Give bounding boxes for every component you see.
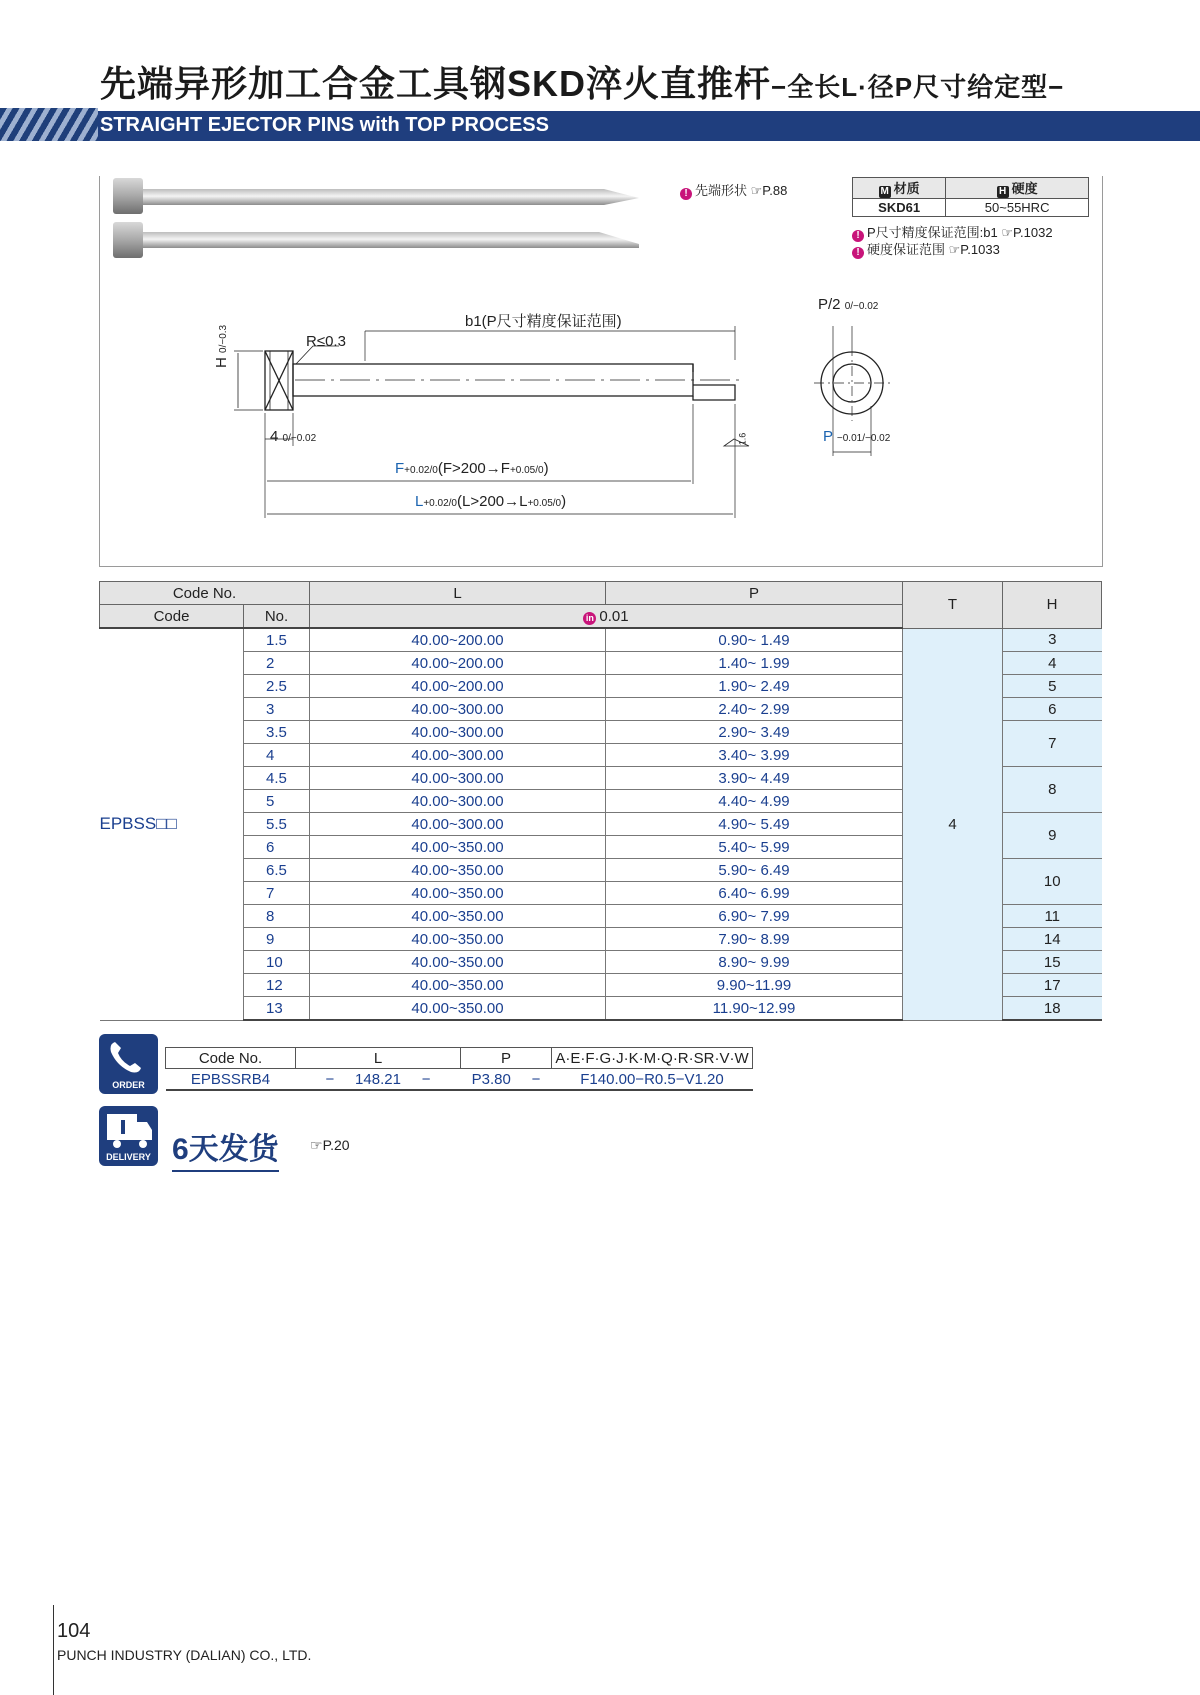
L-cell: 40.00~350.00 [310,951,606,974]
b1-dimension-label: b1(P尺寸精度保证范围) [465,313,622,330]
p-accuracy-ref: P.1032 [1013,225,1053,240]
header-code-no: Code No. [100,582,310,605]
f-tolerance: +0.02/0 [404,465,438,476]
L-cell: 40.00~300.00 [310,790,606,813]
no-cell: 1.5 [244,628,310,652]
pin-photo-1 [113,178,639,214]
english-title-banner [0,108,1200,141]
hardness-value: 50~55HRC [946,199,1089,217]
order-L-value [296,1069,461,1091]
order-P-value [461,1069,552,1091]
tip-shape-note[interactable] [680,180,787,200]
hardness-range-note[interactable] [852,239,1000,259]
P-cell: 7.90~ 8.99 [606,928,903,951]
tip-shape-label: 先端形状 [695,183,748,198]
material-icon: M [880,186,889,197]
L-cell: 40.00~350.00 [310,836,606,859]
company-name: PUNCH INDUSTRY (DALIAN) CO., LTD. [57,1647,312,1663]
P-cell: 5.90~ 6.49 [606,859,903,882]
P-cell: 5.40~ 5.99 [606,836,903,859]
material-value: SKD61 [853,199,946,217]
H-cell: 7 [1003,721,1102,767]
no-cell: 4 [244,744,310,767]
order-P-text: P3.80 [471,1070,511,1088]
H-cell: 15 [1003,951,1102,974]
P-cell: 1.90~ 2.49 [606,675,903,698]
english-title: STRAIGHT EJECTOR PINS with TOP PROCESS [100,114,549,136]
L-cell: 40.00~200.00 [310,628,606,652]
P-cell: 4.90~ 5.49 [606,813,903,836]
hardness-header-label: 硬度 [1011,181,1038,196]
order-header-L: L [296,1048,461,1069]
order-options-value: F140.00−R0.5−V1.20 [552,1069,753,1091]
H-cell: 10 [1003,859,1102,905]
order-icon-label: ORDER [112,1080,145,1090]
tip-shape-ref: P.88 [762,183,788,198]
T-cell: 4 [903,628,1003,1020]
side-view-drawing [234,326,749,518]
P-cell: 11.90~12.99 [606,997,903,1021]
spec-table [99,581,1102,1021]
material-spec-table [852,177,1089,217]
P-cell: 3.40~ 3.99 [606,744,903,767]
hardness-range-ref: P.1033 [960,242,1000,257]
info-icon: ! [852,230,864,242]
table-row [100,628,1102,652]
material-header-label: 材质 [893,181,920,196]
pointing-hand-icon: ☞ [1001,225,1014,240]
order-example-table [165,1047,753,1091]
H-cell: 5 [1003,675,1102,698]
order-icon [99,1034,158,1094]
P-cell: 6.90~ 7.99 [606,905,903,928]
H-cell: 8 [1003,767,1102,813]
title-main-text: 先端异形加工合金工具钢SKD淬火直推杆 [100,63,772,104]
L-cell: 40.00~350.00 [310,928,606,951]
hardness-range-label: 硬度保证范围 [867,242,946,257]
p-tolerance: −0.01/−0.02 [836,433,891,444]
L-cell: 40.00~200.00 [310,675,606,698]
header-H: H [1003,582,1102,629]
no-cell: 2 [244,652,310,675]
f-dimension-label: F+0.02/0(F>200→F+0.05/0) [395,460,549,477]
banner-stripes [0,108,98,141]
pointing-hand-icon: ☞ [750,183,763,198]
L-cell: 40.00~200.00 [310,652,606,675]
no-cell: 4.5 [244,767,310,790]
order-L-text: 148.21 [355,1070,401,1088]
footer-divider [53,1605,54,1695]
no-cell: 3.5 [244,721,310,744]
no-cell: 13 [244,997,310,1021]
H-cell: 3 [1003,628,1102,652]
delivery-days: 6天发货 [172,1124,279,1172]
H-cell: 6 [1003,698,1102,721]
f-tolerance-large: +0.05/0 [509,465,544,476]
p-accuracy-label: P尺寸精度保证范围:b1 [867,225,998,240]
order-header-code: Code No. [166,1048,296,1069]
order-header-options: A·E·F·G·J·K·M·Q·R·SR·V·W [552,1048,753,1069]
f-label: F [395,460,405,477]
no-cell: 6.5 [244,859,310,882]
H-cell: 18 [1003,997,1102,1021]
f-condition: (F>200→F [437,460,510,477]
no-cell: 3 [244,698,310,721]
L-cell: 40.00~300.00 [310,744,606,767]
material-header [853,178,946,199]
radius-label: R≤0.3 [306,333,346,350]
p-dimension-label [823,428,890,445]
P-cell: 3.90~ 4.49 [606,767,903,790]
pointing-hand-icon: ☞ [310,1137,323,1153]
h-label: H [213,357,230,368]
L-cell: 40.00~350.00 [310,997,606,1021]
hardness-header [946,178,1089,199]
L-cell: 40.00~350.00 [310,905,606,928]
pointing-hand-icon: ☞ [948,242,961,257]
P-cell: 1.40~ 1.99 [606,652,903,675]
surface-roughness: 1.6 [737,432,748,446]
info-icon: ! [852,247,864,259]
l-label: L [415,493,424,510]
l-tolerance-large: +0.05/0 [527,498,562,509]
L-cell: 40.00~350.00 [310,859,606,882]
p-label: P [823,428,833,445]
L-cell: 40.00~300.00 [310,721,606,744]
four-label: 4 [270,428,279,445]
P-cell: 2.90~ 3.49 [606,721,903,744]
delivery-icon-label: DELIVERY [106,1152,151,1162]
delivery-icon [99,1106,158,1166]
header-no: No. [244,605,310,629]
order-separator: − [531,1070,541,1088]
code-cell: EPBSS□□ [100,628,244,1020]
P-cell: 4.40~ 4.99 [606,790,903,813]
H-cell: 14 [1003,928,1102,951]
pin-photo-2 [113,222,639,258]
H-cell: 11 [1003,905,1102,928]
P-cell: 8.90~ 9.99 [606,951,903,974]
H-cell: 17 [1003,974,1102,997]
unit-value: 0.01 [599,607,629,625]
order-code-value: EPBSSRB4 [166,1069,296,1091]
P-cell: 6.40~ 6.99 [606,882,903,905]
h-dimension-label [213,325,230,368]
no-cell: 10 [244,951,310,974]
l-dimension-label: L+0.02/0(L>200→L+0.05/0) [415,493,567,510]
delivery-ref-link[interactable] [310,1137,350,1154]
p2-tolerance: 0/−0.02 [844,301,879,312]
L-cell: 40.00~350.00 [310,974,606,997]
header-code: Code [100,605,244,629]
L-cell: 40.00~300.00 [310,813,606,836]
no-cell: 6 [244,836,310,859]
table-header-row-1 [100,582,1102,605]
h-tolerance: 0/−0.3 [218,324,229,353]
p2-dimension-label [818,296,878,313]
order-header-P: P [461,1048,552,1069]
P-cell: 0.90~ 1.49 [606,628,903,652]
page-title [100,56,1064,107]
four-dimension-label [270,428,316,445]
delivery-ref: P.20 [322,1137,350,1153]
L-cell: 40.00~300.00 [310,767,606,790]
page-number: 104 [57,1620,91,1642]
hardness-icon: H [997,186,1009,198]
no-cell: 5.5 [244,813,310,836]
no-cell: 8 [244,905,310,928]
P-cell: 2.40~ 2.99 [606,698,903,721]
L-cell: 40.00~300.00 [310,698,606,721]
no-cell: 2.5 [244,675,310,698]
H-cell: 9 [1003,813,1102,859]
header-unit [310,605,903,629]
info-icon: ! [680,188,692,200]
four-tolerance: 0/−0.02 [282,433,317,444]
no-cell: 12 [244,974,310,997]
order-separator: − [325,1070,335,1088]
P-cell: 9.90~11.99 [606,974,903,997]
header-L: L [310,582,606,605]
l-tolerance: +0.02/0 [423,498,457,509]
H-cell: 4 [1003,652,1102,675]
L-cell: 40.00~350.00 [310,882,606,905]
no-cell: 5 [244,790,310,813]
no-cell: 9 [244,928,310,951]
unit-icon: in [583,612,596,625]
order-separator: − [421,1070,431,1088]
l-condition: (L>200→L [457,493,528,510]
title-subtitle: −全长L·径P尺寸给定型− [771,72,1065,102]
p2-label: P/2 [818,296,841,313]
no-cell: 7 [244,882,310,905]
header-P: P [606,582,903,605]
header-T: T [903,582,1003,629]
